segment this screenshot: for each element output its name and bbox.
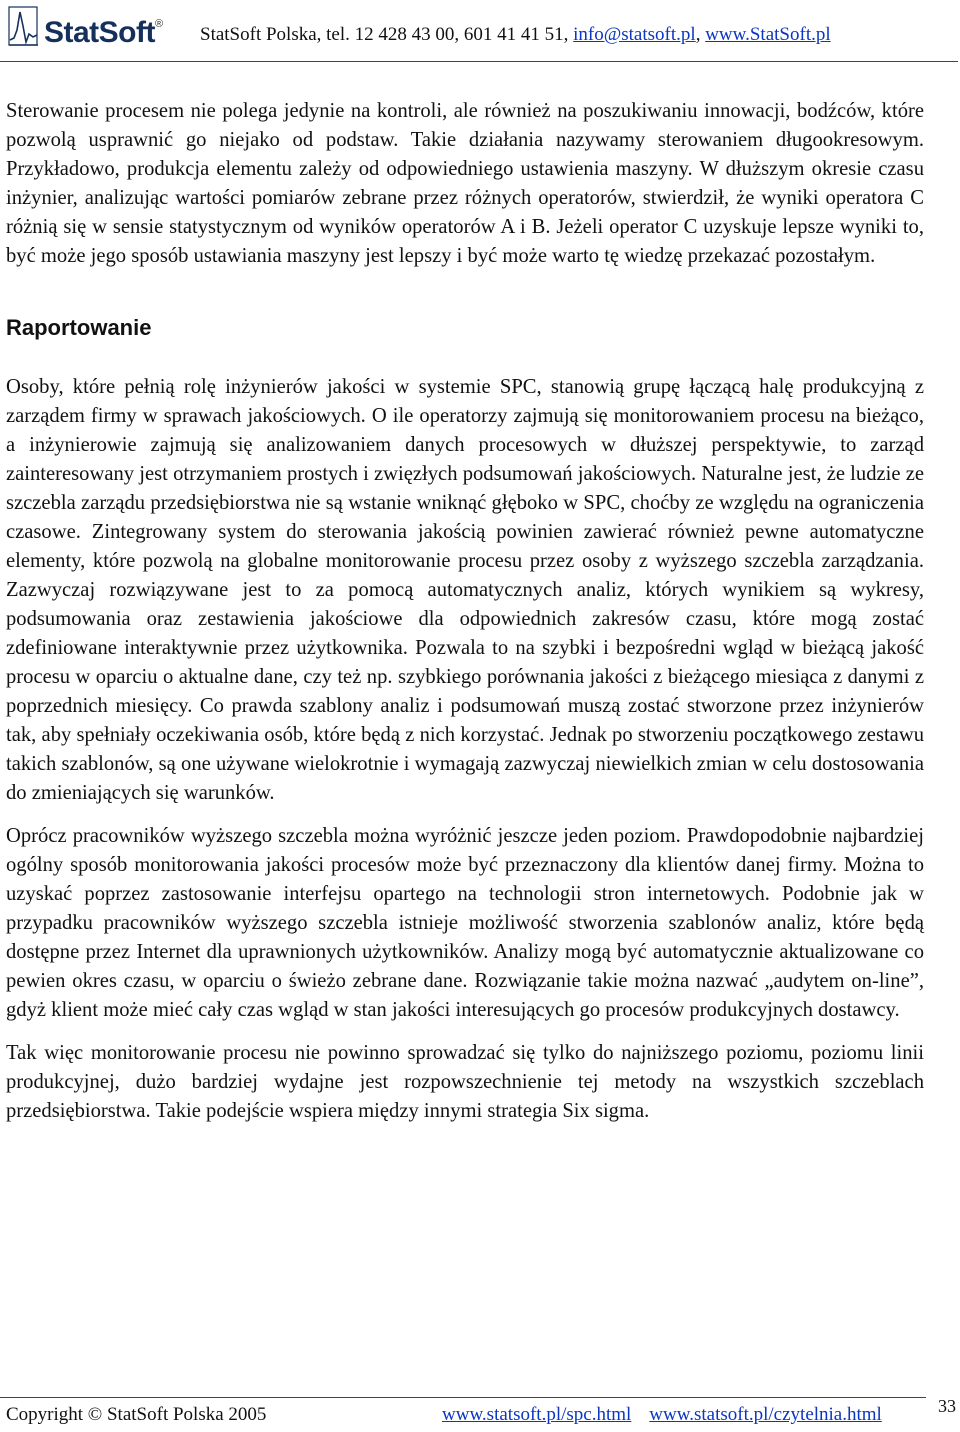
logo-wordmark: StatSoft®	[44, 16, 163, 49]
page-footer	[6, 1404, 926, 1426]
document-body	[6, 97, 924, 1126]
spc-link[interactable]: www.statsoft.pl/spc.html	[442, 1404, 632, 1425]
page-header	[0, 0, 960, 62]
czytelnia-link[interactable]: www.statsoft.pl/czytelnia.html	[649, 1404, 882, 1425]
email-link[interactable]: info@statsoft.pl	[573, 24, 696, 45]
footer-divider	[0, 1397, 926, 1398]
page-number: 33	[938, 1396, 956, 1416]
header-divider	[0, 61, 958, 62]
footer-links	[442, 1404, 900, 1426]
paragraph-six-sigma: Tak więc monitorowanie procesu nie powinno sprowadzać się tylko do najniższego poziomu, poziomu linii produkcyjnej, dużo bardziej wydajne jest rozpowszechnienie tej metody na wszystkich szczeblach przedsiębiorstwa. Takie podejście wspiera między innymi strategia Six sigma.	[6, 1042, 924, 1122]
paragraph-clients-monitoring: Oprócz pracowników wyższego szczebla można wyróżnić jeszcze jeden poziom. Prawdopodobnie najbardziej ogólny sposób monitorowania jakości procesów może być przeznaczony dla klientów danej firmy. Można to uzyskać poprzez zastosowanie interfejsu opartego na technologii stron internetowych. Podobnie jak w przypadku pracowników wyższego szczebla istnieje możliwość stworzenia szablonów analiz, które będą dostępne przez Internet dla uprawnionych użytkowników. Analizy mogą być automatycznie aktualizowane co pewien okres czasu, w oparciu o świeżo zebrane dane. Rozwiązanie takie można nazwać „audytem on-line”, gdyż klient może mieć cały czas wgląd w stan jakości interesujących go procesów produkcyjnych dostawcy.	[6, 825, 924, 1021]
statsoft-logo	[8, 4, 198, 56]
chart-wave-icon	[8, 4, 42, 50]
header-contact-info	[200, 24, 831, 46]
separator-text: ,	[695, 24, 706, 45]
website-link[interactable]: www.StatSoft.pl	[705, 24, 831, 45]
paragraph-process-control: Sterowanie procesem nie polega jedynie na kontroli, ale również na poszukiwaniu innowacji, bodźców, które pozwolą usprawnić go niejako od podstaw. Takie działania nazywamy sterowaniem długookresowym. Przykładowo, produkcja elementu zależy od odpowiedniego ustawienia maszyny. W dłuższym okresie czasu inżynier, analizując wartości pomiarów zebrane przez różnych operatorów, stwierdził, że wyniki operatora C różnią się w sensie statystycznym od wyników operatorów A i B. Jeżeli operator C uzyskuje lepsze wyniki to, być może jego sposób ustawiania maszyny jest lepszy i być może warto tę wiedzę przekazać pozostałym.	[6, 100, 924, 267]
section-heading-raportowanie: Raportowanie	[6, 315, 152, 340]
company-info-text: StatSoft Polska, tel. 12 428 43 00, 601 41 41 51,	[200, 24, 574, 45]
copyright-text: Copyright © StatSoft Polska 2005	[6, 1404, 267, 1425]
paragraph-quality-engineers: Osoby, które pełnią rolę inżynierów jakości w systemie SPC, stanowią grupę łączącą halę produkcyjną z zarządem firmy w sprawach jakościowych. O ile operatorzy zajmują się monitorowaniem procesu na bieżąco, a inżynierowie zajmują się analizowaniem danych procesowych w dłuższej perspektywie, to zarząd zainteresowany jest otrzymaniem prostych i zwięzłych podsumowań jakościowych. Naturalne jest, że ludzie ze szczebla zarządu przedsiębiorstwa nie są wstanie wniknąć głęboko w SPC, choćby ze względu na ograniczenia czasowe. Zintegrowany system do sterowania jakością powinien zawierać również pewne automatyczne elementy, które pozwolą na globalne monitorowanie procesu przez osoby z wyższego szczebla zarządzania. Zazwyczaj rozwiązywane jest to za pomocą automatycznych analiz, których wynikiem są wykresy, podsumowania oraz zestawienia jakościowe dla odpowiednich zakresów czasu, które mogą zostać zdefiniowane interaktywnie przez użytkownika. Pozwala to na szybki i bezpośredni wgląd w bieżącą jakość procesu w oparciu o aktualne dane, czy też np. szybkiego porównania jakości z bieżącego miesiąca z danymi z poprzednich miesięcy. Co prawda szablony analiz i podsumowań muszą zostać stworzone przez inżynierów tak, aby spełniały oczekiwania osób, które będą z nich korzystać. Jednak po stworzeniu początkowego zestawu takich szablonów, są one używane wielokrotnie i wymagają zazwyczaj niewielkich zmian w celu dostosowania do zmieniających się warunków.	[6, 376, 924, 804]
